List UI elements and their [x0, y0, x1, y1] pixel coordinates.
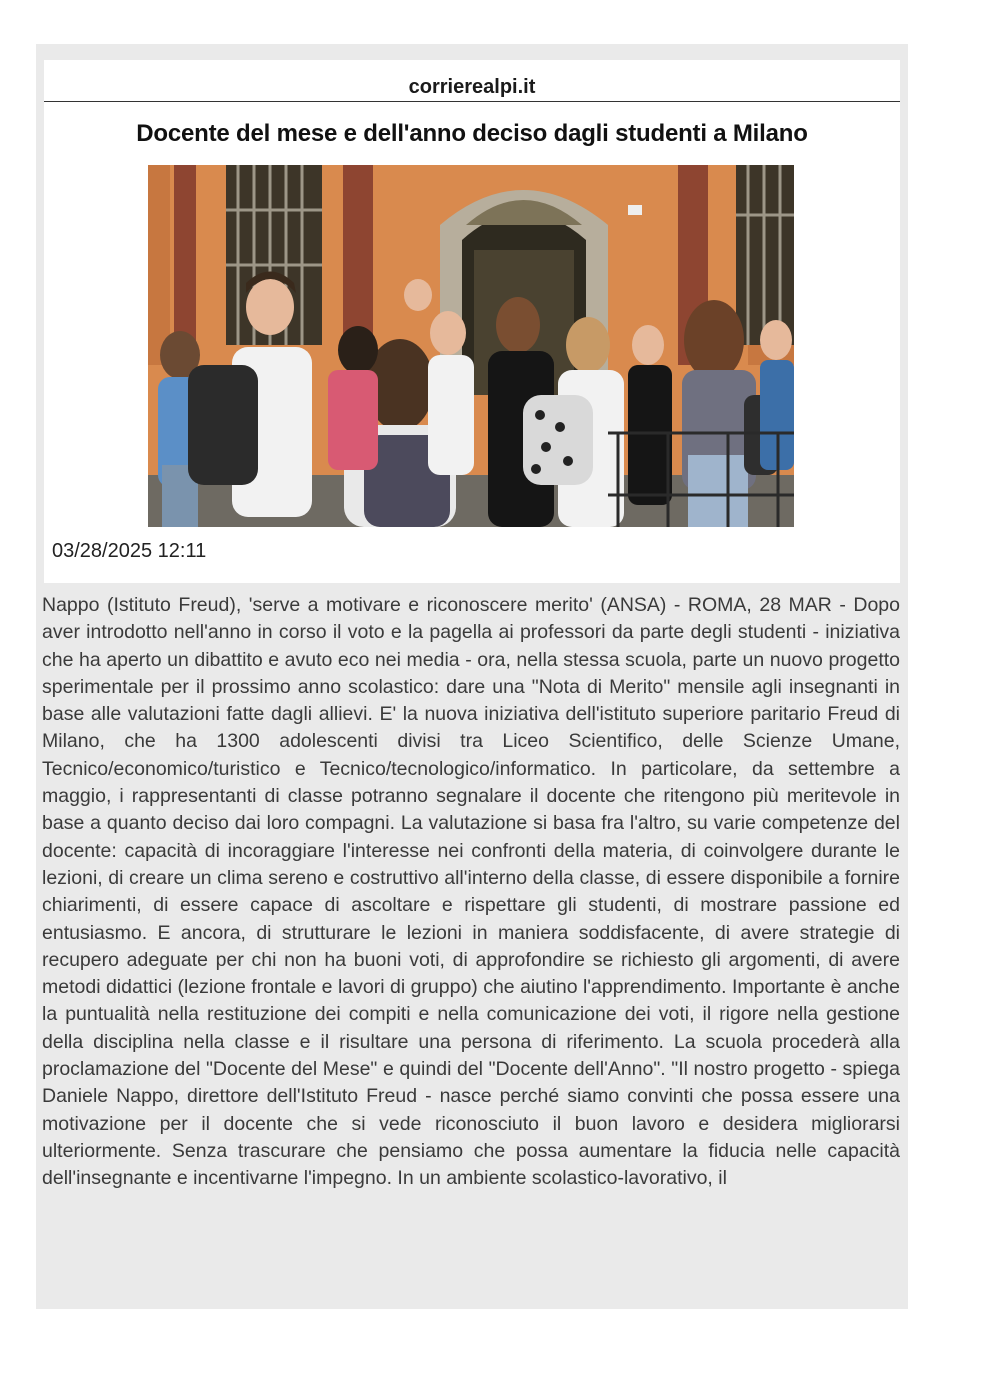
publish-timestamp: 03/28/2025 12:11 [52, 540, 207, 562]
article-header-card [44, 60, 900, 583]
article-body: Nappo (Istituto Freud), 'serve a motivare e riconoscere merito' (ANSA) - ROMA, 28 MAR - Dopo aver introdotto nell'anno in corso il voto e la pagella ai professori da parte degli studenti - iniziativa che ha aperto un dibattito e avuto eco nei media - ora, nella stessa scuola, parte un nuovo progetto sperimentale per il prossimo anno scolastico: dare una "Nota di Merito" mensile agli insegnanti in base alle valutazioni fatte dagli allievi. E' la nuova iniziativa dell'istituto superiore paritario Freud di Milano, che ha 1300 adolescenti divisi tra Liceo Scientifico, delle Scienze Umane, Tecnico/economico/turistico e Tecnico/tecnologico/informatico. In particolare, da settembre a maggio, i rappresentanti di classe potranno segnalare il docente che ritengono più meritevole in base a quanto deciso dai loro compagni. La valutazione si basa fra l'altro, su varie competenze del docente: capacità di incoraggiare l'interesse nei confronti della materia, di coinvolgere durante le lezioni, di creare un clima sereno e costruttivo all'interno della classe, di essere disponibile a fornire chiarimenti, di essere capace di ascoltare e rispettare gli studenti, di mostrare passione ed entusiasmo. E ancora, di strutturare le lezioni in maniera soddisfacente, di avere strategie di recupero adeguate per chi non ha buoni voti, di approfondire se richiesto gli argomenti, di avere metodi didattici (lezione frontale e lavori di gruppo) che aiutino l'apprendimento. Importante è anche la puntualità nella restituzione dei compiti e nella comunicazione dei voti, il rigore nella gestione della disciplina nella classe e il risultare una persona di riferimento. La scuola procederà alla proclamazione del "Docente del Mese" e quindi del "Docente dell'Anno". "Il nostro progetto - spiega Daniele Nappo, direttore dell'Istituto Freud - nasce perché siamo convinti che possa essere una motivazione per il docente che si vede riconosciuto il buon lavoro e desidera migliorarsi ulteriormente. Senza trascurare che pensiamo che possa aumentare la fiducia nelle capacità dell'insegnante e incentivarne l'impegno. In un ambiente scolastico-lavorativo, il [42, 594, 900, 1190]
header-divider [44, 101, 900, 102]
article-headline: Docente del mese e dell'anno deciso dagli studenti a Milano [136, 120, 808, 147]
source-site-name: corrierealpi.it [408, 76, 536, 98]
article-sheet [36, 44, 908, 1309]
news-photo [148, 165, 794, 527]
news-photo-students-outside-school-icon [148, 165, 794, 527]
